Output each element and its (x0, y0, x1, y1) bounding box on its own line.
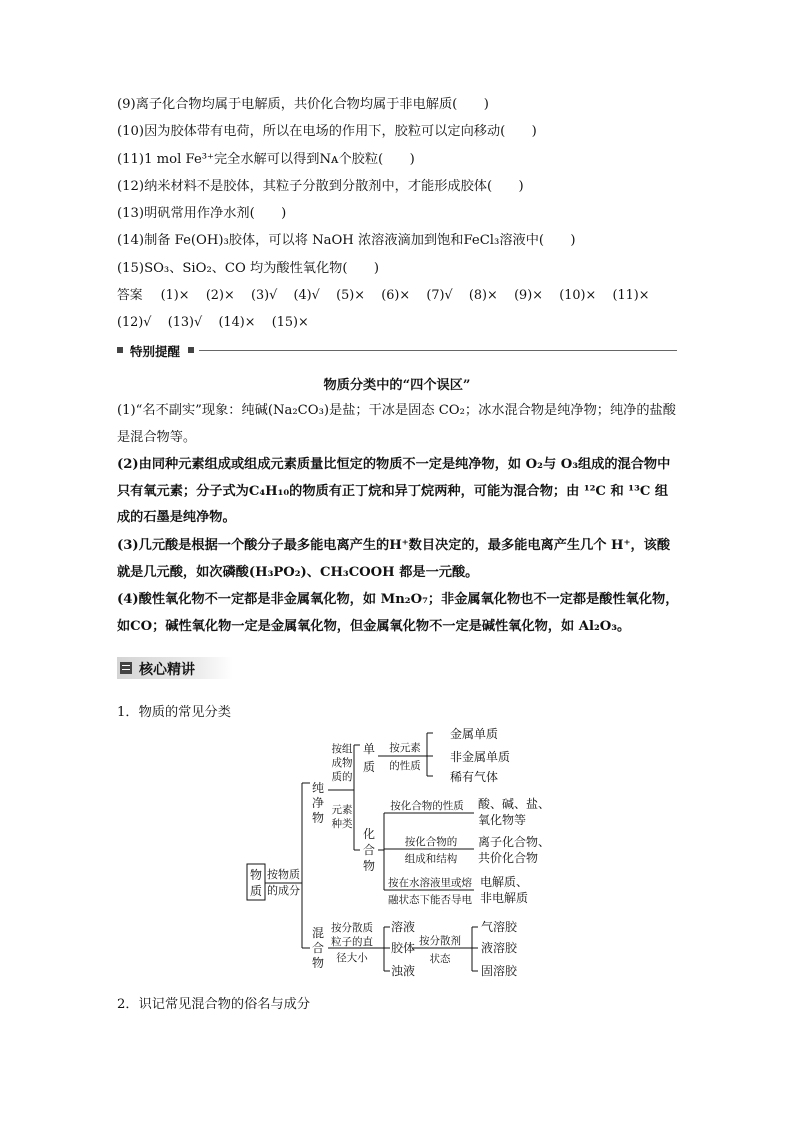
compound-edge-1: 按化合物的性质 (390, 800, 464, 812)
tip-paragraph-1: (1)“名不副实”现象：纯碱(Na₂CO₃)是盐；干冰是固态 CO₂；冰水混合物是纯净物；纯净的盐酸是混合物等。 (117, 403, 676, 445)
node-compound: 化 (362, 827, 376, 841)
tip-title: 物质分类中的“四个误区” (323, 378, 471, 393)
item-15: (15)SO₃、SiO₂、CO 均为酸性氧化物( ) (117, 261, 380, 276)
svg-text:质: 质 (249, 884, 263, 898)
item-13: (13)明矾常用作净水剂( ) (117, 206, 287, 221)
root-edge-label: 按物质 (267, 868, 300, 881)
section-header (117, 657, 233, 679)
svg-text:质: 质 (362, 760, 376, 774)
leaf-nonmetal: 非金属单质 (450, 750, 511, 764)
tip-label: 特别提醒 (130, 344, 181, 359)
svg-text:非电解质: 非电解质 (480, 891, 529, 905)
answer-label: 答案 (117, 288, 143, 303)
leaf-aerosol: 气溶胶 (481, 920, 518, 934)
leaf-metal: 金属单质 (450, 727, 499, 741)
svg-text:共价化合物: 共价化合物 (478, 851, 539, 865)
svg-text:种类: 种类 (331, 818, 353, 830)
compound-edge-3: 按在水溶液里或熔 (388, 877, 472, 889)
subheading-1: 1．物质的常见分类 (117, 705, 231, 720)
colloid-edge-label: 按分散剂 (419, 935, 461, 947)
leaf-solid-sol: 固溶胶 (481, 964, 518, 978)
divider (199, 350, 677, 351)
svg-text:的成分: 的成分 (267, 884, 300, 897)
leaf-ionic-covalent: 离子化合物、 (478, 835, 551, 849)
svg-text:成物: 成物 (331, 757, 353, 769)
subheading-2: 2．识记常见混合物的俗名与成分 (117, 997, 311, 1012)
answers-line-2: (12)√ (13)√ (14)× (15)× (117, 315, 309, 330)
svg-text:合: 合 (362, 843, 376, 857)
leaf-acid-base-salt: 酸、碱、盐、 (478, 797, 551, 811)
tip-paragraph-4: (4)酸性氧化物不一定都是非金属氧化物，如 Mn₂O₇；非金属氧化物也不一定都是酸性氧化物，如CO；碱性氧化物一定是金属氧化物，但金属氧化物不一定是碱性氧化物，如 Al₂O₃。 (117, 592, 679, 634)
compound-edge-2: 按化合物的 (404, 836, 458, 848)
svg-text:氧化物等: 氧化物等 (478, 813, 527, 827)
classification-diagram (240, 724, 560, 986)
simple-edge-label: 按元素 (389, 742, 421, 754)
leaf-solution: 溶液 (391, 920, 416, 934)
pure-edge-label: 按组 (331, 743, 353, 755)
svg-text:净: 净 (311, 796, 325, 810)
item-14: (14)制备 Fe(OH)₃胶体，可以将 NaOH 浓溶液滴加到饱和FeCl₃溶液中( ) (117, 233, 576, 248)
svg-text:组成和结构: 组成和结构 (404, 853, 458, 865)
svg-text:物: 物 (311, 956, 325, 970)
item-12: (12)纳米材料不是胶体，其粒子分散到分散剂中，才能形成胶体( ) (117, 179, 524, 194)
tip-paragraph-3: (3)几元酸是根据一个酸分子最多能电离产生的H⁺数目决定的，最多能电离产生几个 H⁺，该酸就是几元酸，如次磷酸(H₃PO₂)、CH₃COOH 都是一元酸。 (117, 538, 671, 580)
leaf-noble-gas: 稀有气体 (450, 770, 499, 784)
svg-text:粒子的直: 粒子的直 (331, 936, 373, 948)
node-simple: 单 (362, 742, 376, 756)
svg-text:元素: 元素 (331, 804, 353, 816)
item-11: (11)1 mol Fe³⁺完全水解可以得到Nᴀ个胶粒( ) (117, 152, 415, 167)
square-bullet-icon (117, 347, 123, 353)
svg-text:合: 合 (311, 941, 325, 955)
node-mixture: 混 (311, 926, 325, 940)
node-pure: 纯 (311, 781, 325, 795)
svg-text:径大小: 径大小 (336, 952, 368, 964)
square-bullet-icon (188, 347, 194, 353)
answers-line-1: 答案 (1)× (2)× (3)√ (4)√ (5)× (6)× (7)√ (8)× (9)× (10)× (11)× (117, 288, 650, 303)
leaf-suspension: 浊液 (391, 964, 416, 978)
item-9: (9)离子化合物均属于电解质，共价化合物均属于非电解质( ) (117, 97, 489, 112)
tip-paragraph-2: (2)由同种元素组成或组成元素质量比恒定的物质不一定是纯净物，如 O₂与 O₃组成的混合物中只有氧元素；分子式为C₄H₁₀的物质有正丁烷和异丁烷两种，可能为混合物；由 ¹²C 和 ¹³C 组成的石墨是纯净物。 (117, 457, 671, 525)
svg-text:的性质: 的性质 (389, 760, 421, 772)
mixture-edge-label: 按分散质 (331, 922, 373, 934)
root-node: 物 (249, 868, 263, 882)
leaf-electrolyte: 电解质、 (480, 875, 529, 889)
tip-header (117, 342, 677, 358)
leaf-colloid: 胶体 (391, 941, 416, 955)
svg-text:融状态下能否导电: 融状态下能否导电 (388, 894, 472, 906)
svg-text:物: 物 (362, 859, 376, 873)
svg-text:状态: 状态 (429, 953, 451, 965)
list-icon (120, 662, 132, 674)
item-10: (10)因为胶体带有电荷，所以在电场的作用下，胶粒可以定向移动( ) (117, 124, 537, 139)
svg-text:物: 物 (311, 811, 325, 825)
svg-text:质的: 质的 (331, 771, 353, 783)
leaf-liquid-sol: 液溶胶 (481, 941, 518, 955)
section-title: 核心精讲 (139, 662, 195, 678)
